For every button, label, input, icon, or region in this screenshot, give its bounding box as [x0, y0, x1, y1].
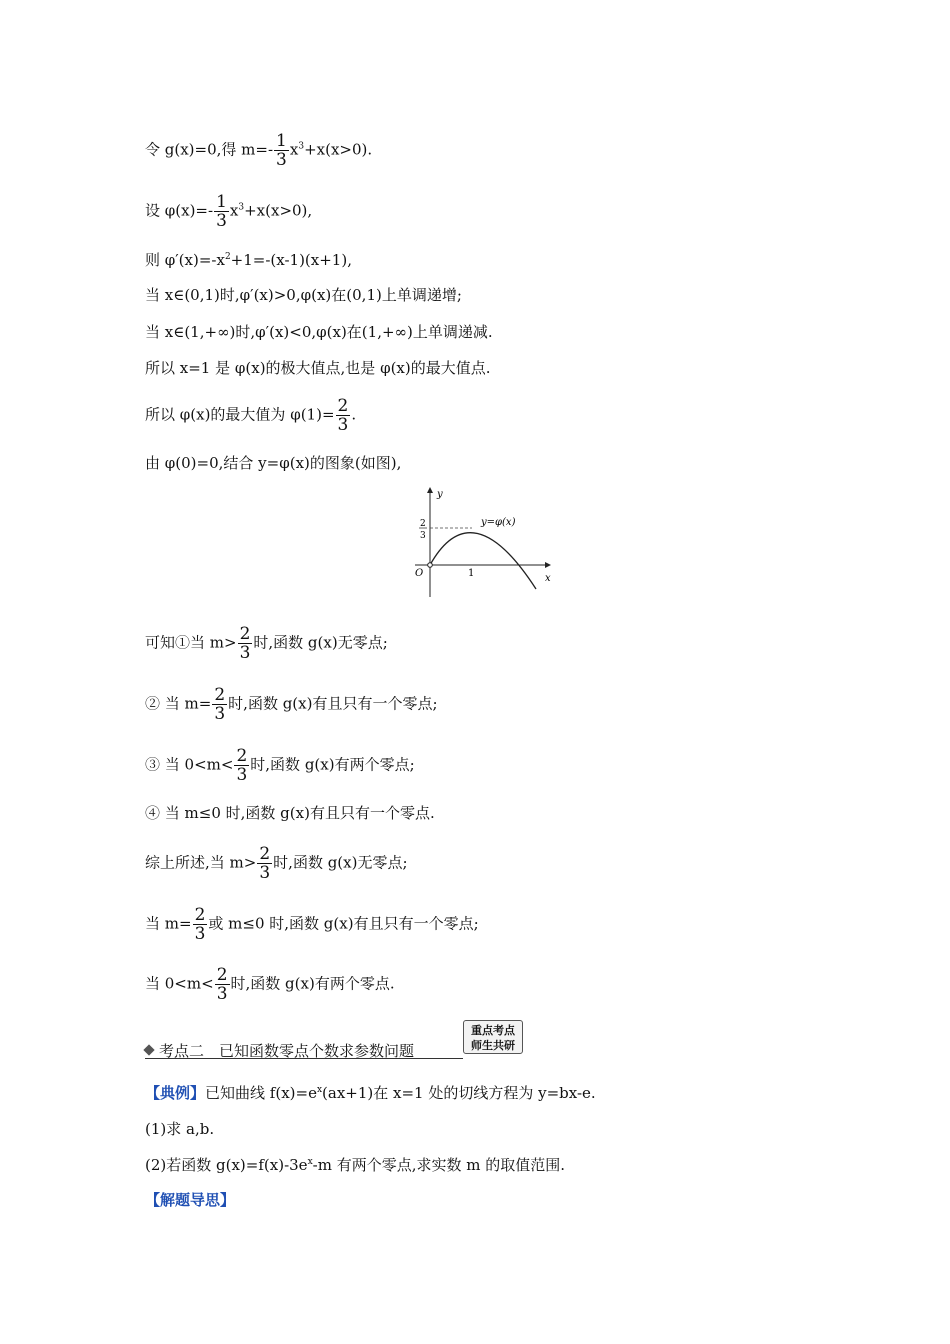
solution-line-3: 则 $\varphi'(x)=-x^2+1=-(x-1)(x+1)$,	[145, 251, 352, 269]
example-stem: 【典例】已知曲线 $f(x)=e^x(ax+1)$在 x=1 处的切线方程为 y=bx-e.	[145, 1084, 596, 1102]
tick-x-1: 1	[468, 568, 475, 579]
solution-line-9: 可知①当 m> $\frac{2}{3}$ 时,函数 g(x)无零点;	[145, 624, 388, 663]
example-question-1: (1)求 a,b.	[145, 1120, 215, 1138]
section-badge: 重点考点 师生共研	[463, 1020, 523, 1054]
section-underline	[145, 1058, 463, 1059]
example-question-2: (2)若函数 $g(x)=f(x)-3e^x-m$ 有两个零点,求实数 m 的取值范围.	[145, 1156, 565, 1174]
solution-line-12: ④ 当 m≤0 时,函数 g(x)有且只有一个零点.	[145, 804, 435, 822]
origin-point	[428, 563, 433, 568]
x-axis-label: x	[545, 573, 551, 584]
solution-line-14: 当 m= $\frac{2}{3}$ 或 m≤0 时,函数 g(x)有且只有一个零点;	[145, 905, 479, 944]
y-axis-label: y	[437, 489, 443, 500]
guide-heading: 【解题导思】	[145, 1191, 236, 1209]
solution-line-10: ② 当 m= $\frac{2}{3}$ 时,函数 g(x)有且只有一个零点;	[145, 685, 438, 724]
solution-line-11: ③ 当 0<m< $\frac{2}{3}$ 时,函数 g(x)有两个零点;	[145, 746, 415, 785]
curve-label: y=φ(x)	[481, 517, 516, 528]
solution-line-13: 综上所述,当 m> $\frac{2}{3}$ 时,函数 g(x)无零点;	[145, 844, 408, 883]
solution-line-6: 所以 x=1 是 φ(x)的极大值点,也是 φ(x)的最大值点.	[145, 359, 491, 377]
solution-line-2: 设 φ(x)=- $\frac{1}{3}$ $x^3+x(x>0)$,	[145, 192, 313, 231]
solution-line-1: 令 g(x)=0,得 m=- $\frac{1}{3}$ $x^3+x(x>0)$.	[145, 131, 373, 170]
origin-label: O	[415, 568, 424, 579]
solution-line-15: 当 0<m< $\frac{2}{3}$ 时,函数 g(x)有两个零点.	[145, 965, 395, 1004]
section-title: 考点二 已知函数零点个数求参数问题	[159, 1042, 415, 1060]
solution-line-8: 由 φ(0)=0,结合 y=φ(x)的图象(如图),	[145, 454, 402, 472]
tick-y-num: 2	[420, 519, 426, 529]
diamond-icon	[143, 1044, 154, 1055]
solution-line-7: 所以 φ(x)的最大值为 φ(1)= $\frac{2}{3}$ .	[145, 396, 357, 435]
solution-line-5: 当 x∈(1,+∞)时,φ′(x)<0,φ(x)在(1,+∞)上单调递减.	[145, 323, 493, 341]
tick-y-den: 3	[420, 531, 426, 541]
phi-curve	[430, 533, 536, 589]
solution-line-4: 当 x∈(0,1)时,φ′(x)>0,φ(x)在(0,1)上单调递增;	[145, 286, 462, 304]
y-axis-arrow	[427, 487, 433, 493]
x-axis-arrow	[545, 562, 551, 568]
phi-graph	[395, 485, 565, 600]
example-tag: 【典例】	[145, 1084, 206, 1102]
